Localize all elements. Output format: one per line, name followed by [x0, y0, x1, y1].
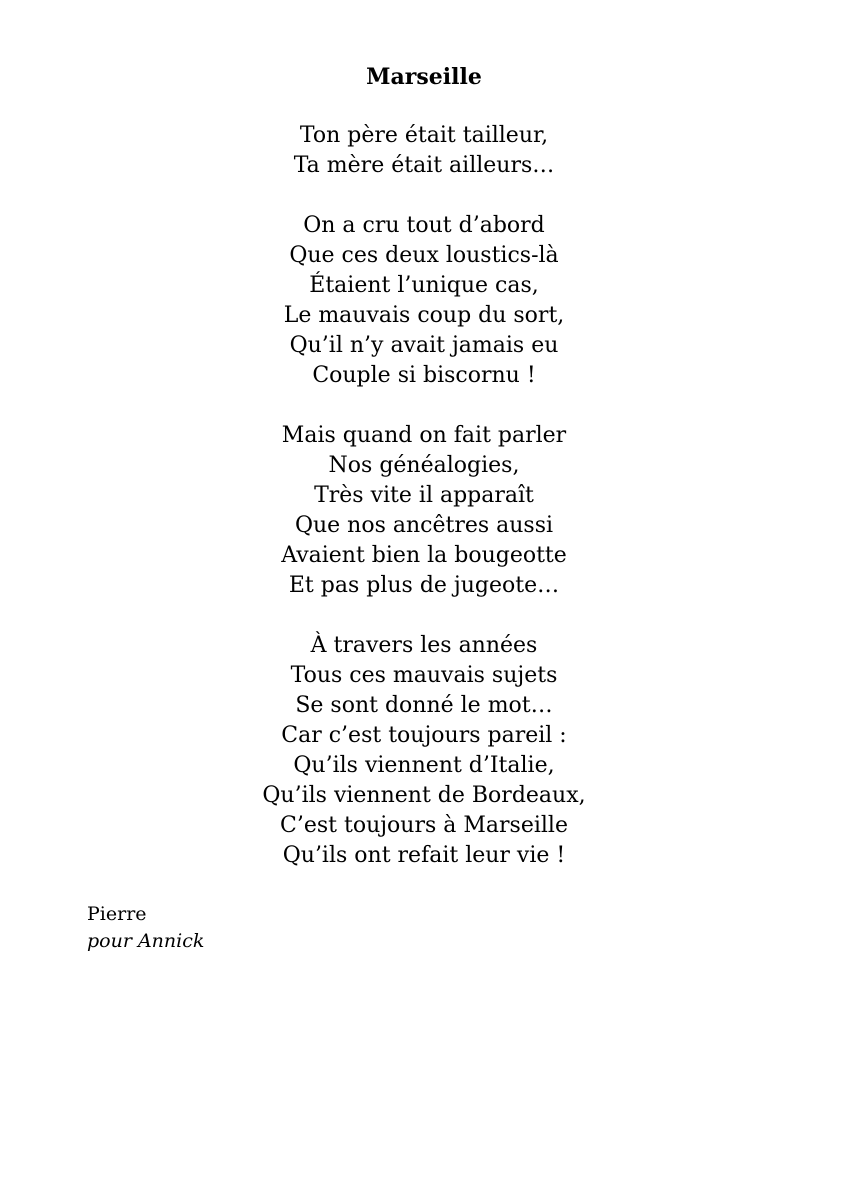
poem-line: Le mauvais coup du sort, — [283, 303, 565, 328]
poem-line: Nos généalogies, — [328, 453, 520, 478]
poem-line: C’est toujours à Marseille — [280, 813, 568, 838]
stanza — [0, 121, 848, 181]
poem-line: Avaient bien la bougeotte — [281, 543, 567, 568]
poem-line: Couple si biscornu ! — [312, 363, 536, 388]
poem-line: Très vite il apparaît — [314, 483, 534, 508]
poem-body — [0, 121, 848, 901]
poem-line: On a cru tout d’abord — [303, 213, 545, 238]
poem-line: Mais quand on fait parler — [281, 423, 567, 448]
poem-line: Ton père était tailleur, — [299, 123, 549, 148]
poem-line: Qu’il n’y avait jamais eu — [289, 333, 559, 358]
poem-line: Qu’ils ont refait leur vie ! — [282, 843, 566, 868]
poem-line: Que ces deux loustics-là — [289, 243, 559, 268]
author-name: Pierre — [87, 903, 147, 925]
poem-line: Et pas plus de jugeote… — [288, 573, 560, 598]
dedication: pour Annick — [87, 930, 205, 952]
poem-line: Car c’est toujours pareil : — [281, 723, 567, 748]
stanza — [0, 631, 848, 871]
signature-block — [87, 901, 204, 955]
poem-line: Qu’ils viennent de Bordeaux, — [262, 783, 586, 808]
poem-line: Ta mère était ailleurs… — [293, 153, 555, 178]
poem-title: Marseille — [366, 64, 482, 90]
stanza — [0, 211, 848, 391]
poem-line: À travers les années — [310, 633, 538, 658]
poem-line: Que nos ancêtres aussi — [294, 513, 554, 538]
poem-line: Étaient l’unique cas, — [309, 273, 539, 298]
poem-line: Se sont donné le mot… — [295, 693, 553, 718]
stanza — [0, 421, 848, 601]
poem-line: Tous ces mauvais sujets — [290, 663, 558, 688]
poem-line: Qu’ils viennent d’Italie, — [293, 753, 555, 778]
